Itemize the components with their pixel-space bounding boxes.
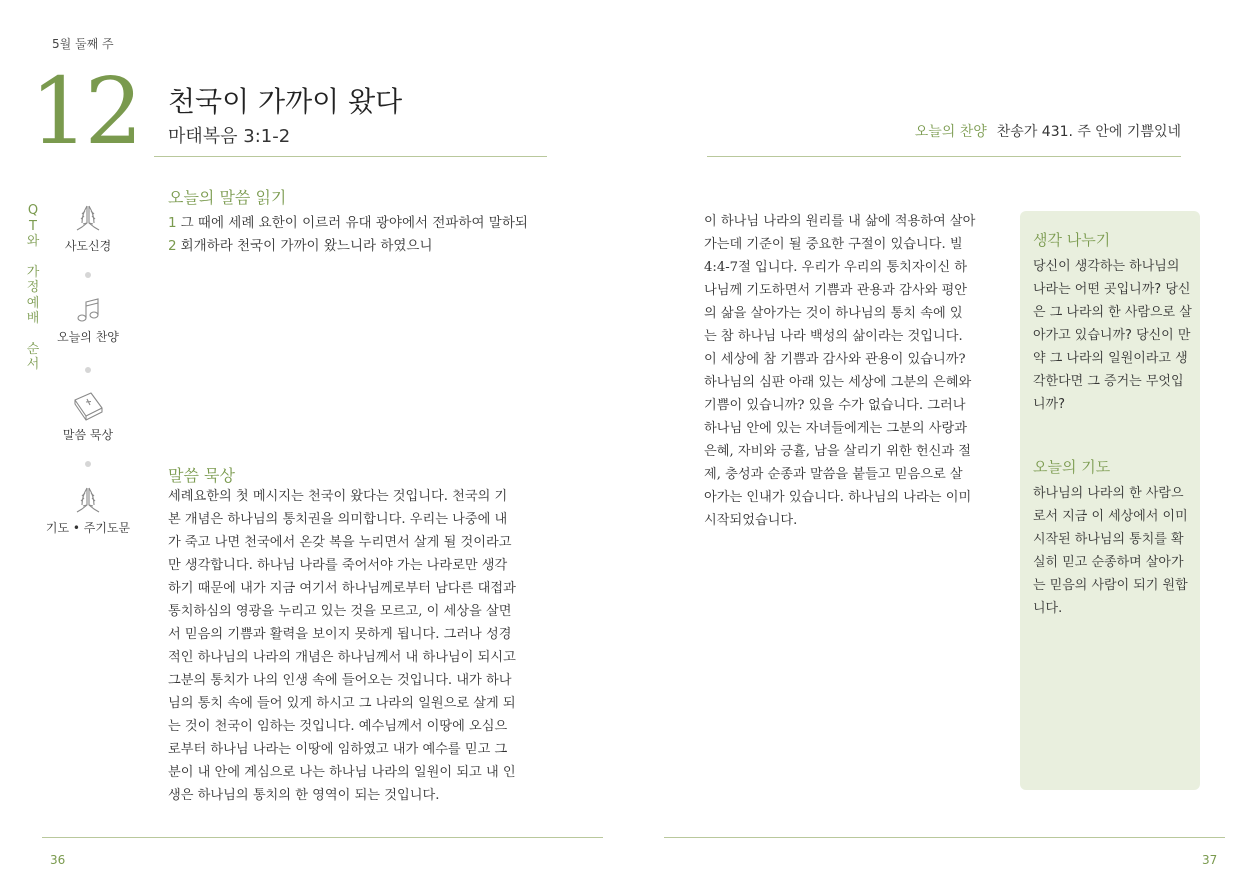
meditation-line: 하나님 안에 있는 자녀들에게는 그분의 사랑과 [704,421,968,436]
praying-hands-icon [73,203,103,233]
verse-text: 회개하라 천국이 가까이 왔느니라 하였으니 [180,238,433,254]
footer-divider-right [664,837,1225,838]
meditation-line: 이 세상에 참 기쁨과 감사와 관용이 있습니까? [704,352,966,367]
verse-text: 그 때에 세례 요한이 이르러 유대 광야에서 전파하여 말하되 [180,215,528,231]
meditation-line: 분이 내 안에 계심으로 나는 하나님 나라의 일원이 되고 내 인 [168,765,516,780]
sharing-line: 나라는 어떤 곳입니까? 당신 [1033,282,1191,297]
footer-divider-left [42,837,603,838]
meditation-line: 서 믿음의 기쁨과 활력을 보이지 못하게 됩니다. 그러나 성경 [168,627,512,642]
step-separator-dot [85,461,91,467]
step-prayer [38,485,138,536]
meditation-line: 기쁨이 있습니까? 있을 수가 없습니다. 그러나 [704,398,966,413]
meditation-line: 4:4-7절 입니다. 우리가 우리의 통치자이신 하 [704,260,968,275]
verse-line [168,212,528,235]
bible-book-icon [71,390,105,422]
vertical-order-label: Q T 와 가 정 예 배 순 서 [26,203,40,372]
prayer-line: 니다. [1033,601,1063,616]
meditation-line: 가는데 기준이 될 중요한 구절이 있습니다. 빌 [704,237,963,252]
meditation-line: 는 참 하나님 나라 백성의 삶이라는 것입니다. [704,329,963,344]
sharing-heading: 생각 나누기 [1033,231,1111,249]
step-label: 기도 • 주기도문 [45,521,131,535]
sharing-line: 니까? [1033,397,1066,412]
sharing-line: 은 그 나라의 한 사람으로 살 [1033,305,1192,320]
scripture-reference: 마태복음 3:1-2 [168,126,291,147]
step-meditation [38,390,138,443]
sharing-block [1033,229,1193,416]
prayer-block [1033,456,1193,620]
prayer-text [1033,482,1193,620]
music-note-icon [73,296,103,324]
meditation-line: 는 것이 천국이 임하는 것입니다. 예수님께서 이땅에 오심으 [168,719,508,734]
step-separator-dot [85,272,91,278]
hymn-text: 찬송가 431. 주 안에 기쁨있네 [996,124,1181,140]
page-number-left: 36 [50,853,66,867]
header-divider-right [707,156,1181,157]
header-divider-left [154,156,547,157]
meditation-line: 제, 충성과 순종과 말씀을 붙들고 믿음으로 살 [704,467,963,482]
day-number: 12 [30,58,140,165]
meditation-line: 이 하나님 나라의 원리를 내 삶에 적용하여 살아 [704,214,976,229]
step-label: 말씀 묵상 [62,428,114,442]
praying-hands-icon [73,485,103,515]
step-label: 사도신경 [64,239,112,253]
meditation-line: 적인 하나님의 나라의 개념은 하나님께서 내 하나님이 되시고 [168,650,516,665]
prayer-line: 는 믿음의 사람이 되기 원합 [1033,578,1188,593]
meditation-line: 시작되었습니다. [704,513,798,528]
sharing-line: 약 그 나라의 일원이라고 생 [1033,351,1188,366]
prayer-line: 실히 믿고 순종하며 살아가 [1033,555,1184,570]
step-creed [38,203,138,254]
step-separator-dot [85,367,91,373]
meditation-line: 나님께 기도하면서 기쁨과 관용과 감사와 평안 [704,283,968,298]
prayer-line: 시작된 하나님의 통치를 확 [1033,532,1184,547]
verse-number: 1 [168,215,177,231]
sharing-line: 각한다면 그 증거는 무엇입 [1033,374,1184,389]
meditation-line: 하나님의 심판 아래 있는 세상에 그분의 은혜와 [704,375,972,390]
sharing-line: 당신이 생각하는 하나님의 [1033,259,1180,274]
prayer-heading: 오늘의 기도 [1033,458,1111,476]
step-label: 오늘의 찬양 [57,330,119,344]
meditation-line: 하기 때문에 내가 지금 여기서 하나님께로부터 남다른 대접과 [168,581,516,596]
sharing-text [1033,255,1193,416]
meditation-line: 가 죽고 나면 천국에서 온갖 복을 누리면서 살게 될 것이라고 [168,535,512,550]
meditation-line: 님의 통치 속에 들어 있게 하시고 그 나라의 일원으로 살게 되 [168,696,516,711]
meditation-line: 로부터 하나님 나라는 이땅에 임하였고 내가 예수를 믿고 그 [168,742,508,757]
verse-number: 2 [168,238,177,254]
meditation-line: 만 생각합니다. 하나님 나라를 죽어서야 가는 나라로만 생각 [168,558,508,573]
meditation-line: 의 삶을 살아가는 것이 하나님의 통치 속에 있 [704,306,963,321]
prayer-line: 하나님의 나라의 한 사람으 [1033,486,1184,501]
prayer-line: 로서 지금 이 세상에서 이미 [1033,509,1188,524]
verse-line [168,235,528,258]
step-hymn [38,296,138,345]
reading-heading: 오늘의 말씀 읽기 [168,188,287,207]
meditation-heading: 말씀 묵상 [168,466,235,485]
page-title: 천국이 가까이 왔다 [168,85,403,118]
meditation-body-right [704,210,995,532]
meditation-line: 그분의 통치가 나의 인생 속에 들어오는 것입니다. 내가 하나 [168,673,512,688]
meditation-line: 생은 하나님의 통치의 한 영역이 되는 것입니다. [168,788,440,803]
meditation-line: 아가는 인내가 있습니다. 하나님의 나라는 이미 [704,490,972,505]
meditation-body-left [168,485,546,807]
meditation-line: 세례요한의 첫 메시지는 천국이 왔다는 것입니다. 천국의 기 [168,489,508,504]
verse-list [168,212,528,258]
hymn-label: 오늘의 찬양 [914,124,987,140]
hymn-line [915,121,1181,141]
meditation-line: 은혜, 자비와 긍휼, 남을 살리기 위한 헌신과 절 [704,444,972,459]
meditation-line: 통치하심의 영광을 누리고 있는 것을 모르고, 이 세상을 살면 [168,604,512,619]
week-label: 5월 둘째 주 [52,37,114,51]
page-number-right: 37 [1202,853,1218,867]
meditation-line: 본 개념은 하나님의 통치권을 의미합니다. 우리는 나중에 내 [168,512,508,527]
sharing-line: 아가고 있습니까? 당신이 만 [1033,328,1191,343]
